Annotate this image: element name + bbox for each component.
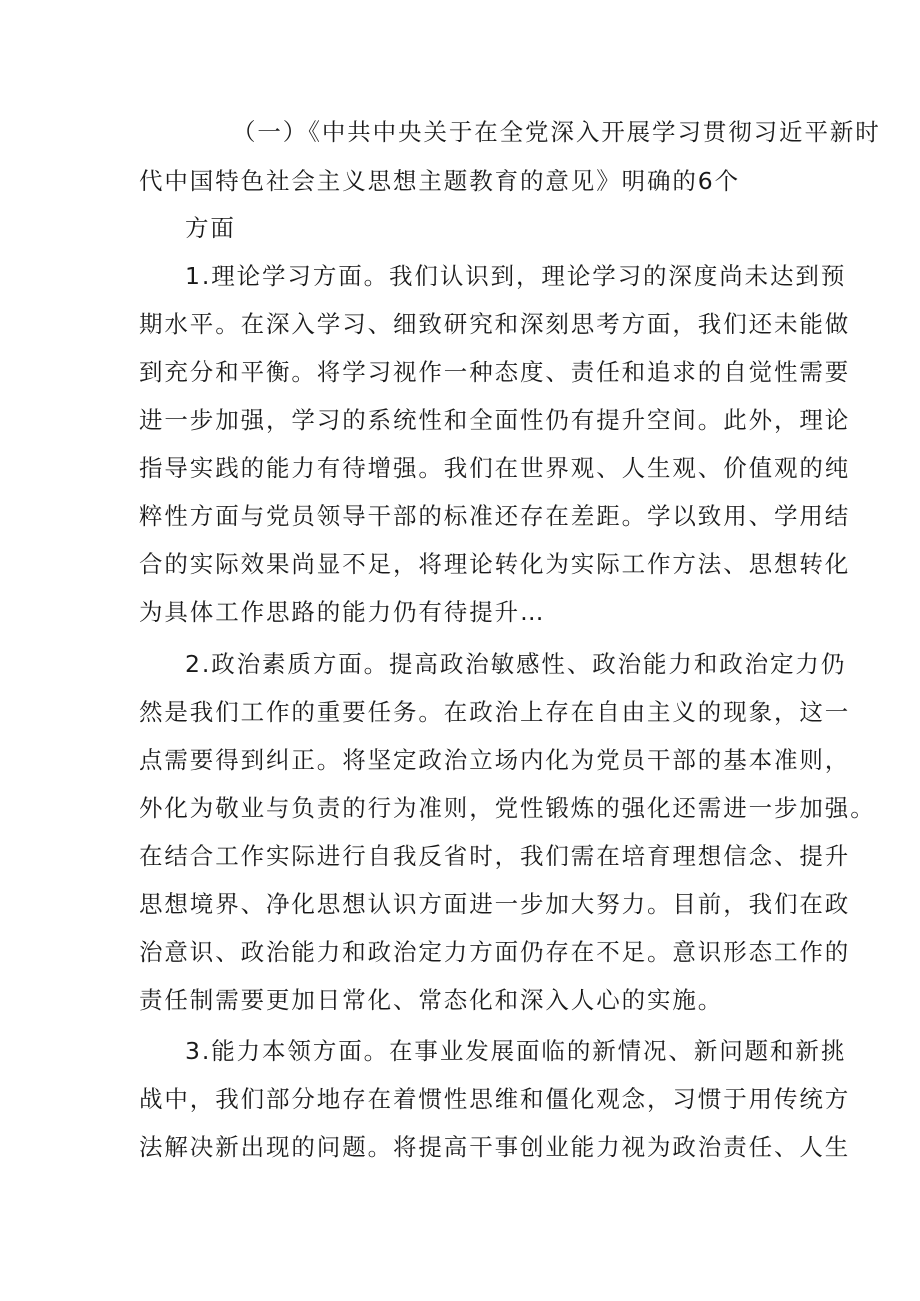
paragraph-1-line-4: 进一步加强，学习的系统性和全面性仍有提升空间。此外，理论 bbox=[139, 406, 851, 434]
paragraph-2-line-5: 在结合工作实际进行自我反省时，我们需在培育理想信念、提升 bbox=[139, 842, 851, 870]
paragraph-1-line-5: 指导实践的能力有待增强。我们在世界观、人生观、价值观的纯 bbox=[139, 454, 851, 482]
heading-line-3: 方面 bbox=[185, 214, 236, 242]
paragraph-3-line-1: 3.能力本领方面。在事业发展面临的新情况、新问题和新挑 bbox=[185, 1037, 847, 1065]
paragraph-2-line-3: 点需要得到纠正。将坚定政治立场内化为党员干部的基本准则， bbox=[139, 746, 851, 774]
paragraph-2-line-2: 然是我们工作的重要任务。在政治上存在自由主义的现象，这一 bbox=[139, 698, 851, 726]
paragraph-2-line-7: 治意识、政治能力和政治定力方面仍存在不足。意识形态工作的 bbox=[139, 938, 851, 966]
paragraph-2-line-4: 外化为敬业与负责的行为准则，党性锻炼的强化还需进一步加强。 bbox=[139, 794, 876, 822]
heading-line-2: 代中国特色社会主义思想主题教育的意见》明确的6个 bbox=[139, 167, 741, 195]
paragraph-2-line-6: 思想境界、净化思想认识方面进一步加大努力。目前，我们在政 bbox=[139, 890, 851, 918]
paragraph-3-line-3: 法解决新出现的问题。将提高干事创业能力视为政治责任、人生 bbox=[139, 1133, 851, 1161]
paragraph-1-line-1: 1.理论学习方面。我们认识到，理论学习的深度尚未达到预 bbox=[185, 262, 847, 290]
paragraph-1-line-6: 粹性方面与党员领导干部的标准还存在差距。学以致用、学用结 bbox=[139, 502, 851, 530]
paragraph-3-line-2: 战中，我们部分地存在着惯性思维和僵化观念，习惯于用传统方 bbox=[139, 1085, 851, 1113]
paragraph-1-line-8: 为具体工作思路的能力仍有待提升… bbox=[139, 598, 546, 626]
paragraph-1-line-3: 到充分和平衡。将学习视作一种态度、责任和追求的自觉性需要 bbox=[139, 358, 851, 386]
paragraph-2-line-1: 2.政治素质方面。提高政治敏感性、政治能力和政治定力仍 bbox=[185, 650, 847, 678]
paragraph-1-line-7: 合的实际效果尚显不足，将理论转化为实际工作方法、思想转化 bbox=[139, 550, 851, 578]
paragraph-2-line-8: 责任制需要更加日常化、常态化和深入人心的实施。 bbox=[139, 986, 724, 1014]
paragraph-1-line-2: 期水平。在深入学习、细致研究和深刻思考方面，我们还未能做 bbox=[139, 310, 851, 338]
heading-line-1: （一）《中共中央关于在全党深入开展学习贯彻习近平新时 bbox=[232, 118, 881, 146]
